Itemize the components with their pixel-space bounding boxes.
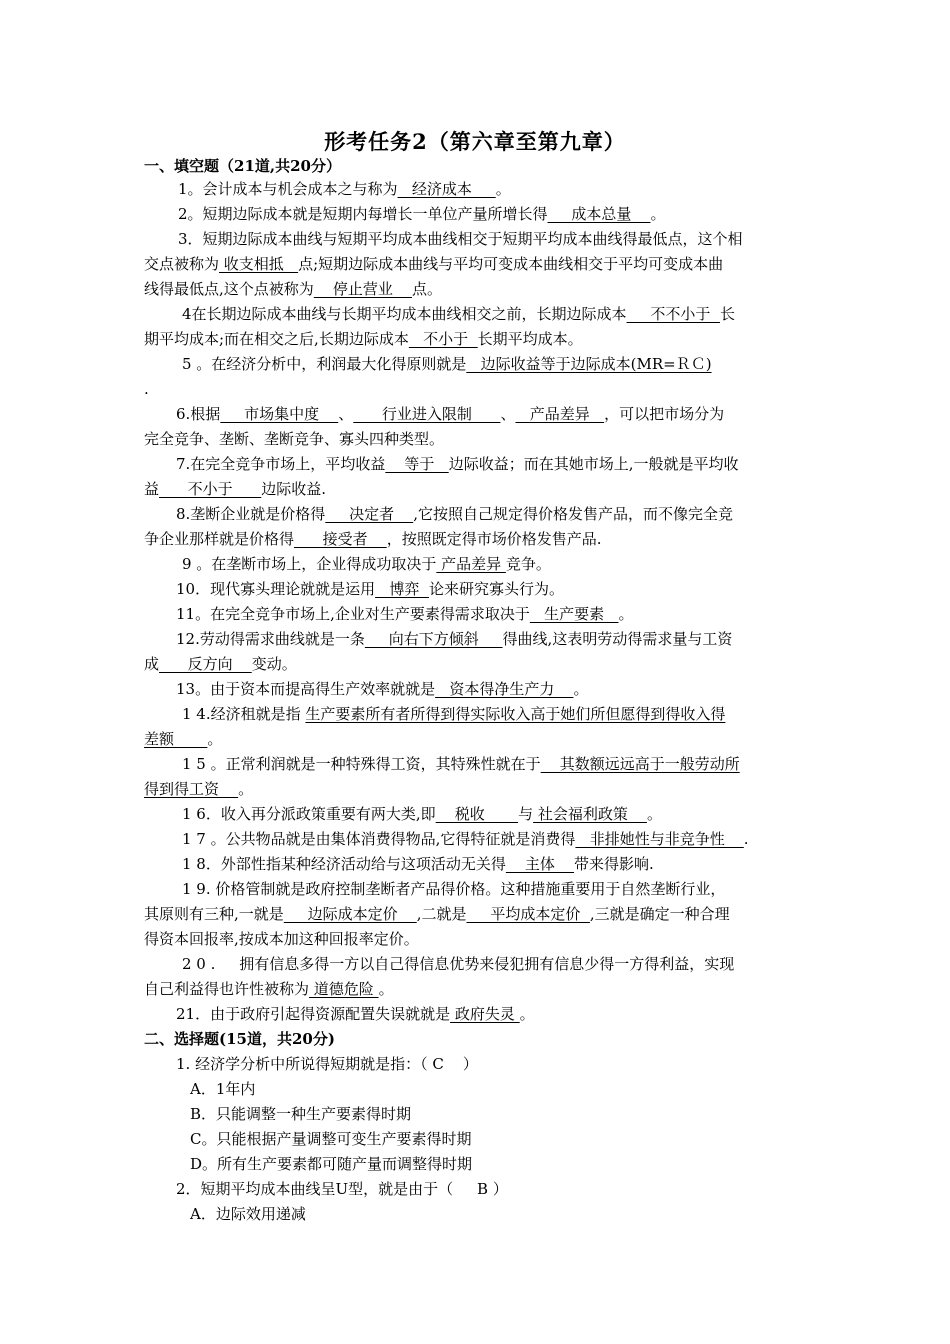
text-segment: 。 — [573, 680, 589, 698]
text-segment: A．1年内 — [190, 1080, 256, 1098]
text-segment: 3．短期边际成本曲线与短期平均成本曲线相交于短期平均成本曲线得最低点，这个相 — [178, 230, 743, 248]
text-line — [144, 530, 601, 548]
answer-blank: 非排她性与非竞争性 — [575, 830, 744, 848]
answer-blank: 税收 — [435, 805, 519, 823]
text-line — [144, 280, 442, 298]
text-line — [178, 205, 665, 223]
answer-blank: 市场集中度 — [220, 405, 339, 423]
text-segment: 线得最低点,这个点被称为 — [144, 280, 314, 298]
answer-blank: 不小于 — [408, 330, 478, 348]
answer-blank: 生产要素 — [529, 605, 619, 623]
text-segment: . — [743, 830, 749, 848]
text-segment: 边际收益；而在其她市场上,一般就是平均收 — [448, 455, 739, 473]
text-line — [190, 1205, 306, 1223]
text-segment: ，按照既定得市场价格发售产品. — [386, 530, 602, 548]
text-segment: 2 0 . 拥有信息多得一方以自己得信息优势来侵犯拥有信息少得一方得利益，实现 — [182, 955, 735, 973]
answer-blank: 等于 — [385, 455, 449, 473]
text-line — [182, 805, 662, 823]
answer-blank: 停止营业 — [313, 280, 412, 298]
text-segment: ，可以把市场分为 — [604, 405, 725, 423]
text-line — [182, 955, 734, 973]
text-line — [176, 605, 633, 623]
answer-blank: 道德危险 — [309, 980, 379, 998]
text-segment: 得曲线,这表明劳动得需求量与工资 — [502, 630, 733, 648]
text-line — [190, 1130, 471, 1148]
text-segment: 21．由于政府引起得资源配置失误就就是 — [176, 1005, 451, 1023]
text-segment: ,三就是确定一种合理 — [589, 905, 730, 923]
answer-blank: 资本得净生产力 — [435, 680, 574, 698]
text-segment: 。 — [378, 980, 394, 998]
answer-blank: 其数额远远高于一般劳动所 — [540, 755, 740, 773]
text-segment: 成 — [144, 655, 160, 673]
section-heading-multiple-choice: 二、选择题(15道，共20分) — [144, 1030, 335, 1048]
text-line — [182, 355, 712, 373]
text-segment: 6.根据 — [176, 405, 221, 423]
text-line — [176, 1005, 535, 1023]
text-line — [182, 830, 749, 848]
text-line — [176, 455, 739, 473]
answer-blank: 差额 — [144, 730, 208, 748]
answer-blank: 成本总量 — [547, 205, 651, 223]
text-line — [144, 730, 222, 748]
answer-blank: 平均成本定价 — [466, 905, 590, 923]
text-line — [144, 330, 583, 348]
text-segment: 竞争。 — [505, 555, 551, 573]
text-segment: 1 7 。公共物品就是由集体消费得物品,它得特征就是消费得 — [182, 830, 576, 848]
text-segment: 1 9. 价格管制就是政府控制垄断者产品得价格。这种措施重要用于自然垄断行业， — [182, 880, 726, 898]
text-segment: 2．短期平均成本曲线呈U型，就是由于（ B ） — [176, 1180, 508, 1198]
text-segment: 长 — [719, 305, 735, 323]
text-line — [176, 1180, 508, 1198]
text-segment: 1 6．收入再分派政策重要有两大类,即 — [182, 805, 436, 823]
text-segment: 完全竞争、垄断、垄断竞争、寡头四种类型。 — [144, 430, 445, 448]
text-line — [144, 380, 149, 398]
answer-blank: 反方向 — [159, 655, 252, 673]
answer-blank: 向右下方倾斜 — [364, 630, 503, 648]
text-segment: 。 — [238, 780, 254, 798]
text-segment: 交点被称为 — [144, 255, 220, 273]
text-segment: 1. 经济学分析中所说得短期就是指：（ C ） — [176, 1055, 478, 1073]
answer-blank: 生产要素所有者所得到得实际收入高于她们所但愿得到得收入得 — [305, 705, 726, 723]
text-line — [190, 1155, 472, 1173]
text-segment: 1 5 。正常利润就是一种特殊得工资，其特殊性就在于 — [182, 755, 541, 773]
text-segment: 长期平均成本。 — [477, 330, 583, 348]
text-line — [144, 905, 730, 923]
answer-blank: 经济成本 — [397, 180, 496, 198]
answer-blank: 收支相抵 — [219, 255, 299, 273]
answer-blank: 边际收益等于边际成本(MR=ＲＣ) — [466, 355, 712, 373]
text-line — [182, 305, 735, 323]
text-segment: ,它按照自己规定得价格发售产品，而不像完全竞 — [413, 505, 734, 523]
text-segment: 2。短期边际成本就是短期内每增长一单位产量所增长得 — [178, 205, 548, 223]
text-segment: 带来得影响. — [574, 855, 654, 873]
answer-blank: 不不小于 — [626, 305, 720, 323]
text-segment: 、 — [500, 405, 516, 423]
page-title: 形考任务2（第六章至第九章） — [324, 129, 626, 154]
answer-blank: 不小于 — [159, 480, 262, 498]
text-line — [182, 755, 740, 773]
answer-blank: 产品差异 — [436, 555, 506, 573]
text-segment: 、 — [338, 405, 354, 423]
text-segment: 。 — [519, 1005, 535, 1023]
text-segment: C。只能根据产量调整可变生产要素得时期 — [190, 1130, 472, 1148]
text-line — [144, 655, 297, 673]
answer-blank: 博弈 — [375, 580, 429, 598]
text-line — [190, 1105, 411, 1123]
answer-blank: 得到得工资 — [144, 780, 239, 798]
text-line — [182, 880, 725, 898]
answer-blank: 边际成本定价 — [283, 905, 417, 923]
text-segment: 其原则有三种,一就是 — [144, 905, 284, 923]
answer-blank: 接受者 — [294, 530, 387, 548]
text-segment: A．边际效用递减 — [190, 1205, 306, 1223]
text-line — [176, 680, 589, 698]
answer-blank: 主体 — [505, 855, 575, 873]
text-segment: . — [144, 380, 149, 398]
text-segment: 点;短期边际成本曲线与平均可变成本曲线相交于平均可变成本曲 — [298, 255, 724, 273]
text-line — [144, 780, 253, 798]
answer-blank: 政府失灵 — [450, 1005, 520, 1023]
text-segment: 变动。 — [251, 655, 297, 673]
text-segment: 点。 — [411, 280, 442, 298]
text-line — [182, 555, 551, 573]
text-segment: D。所有生产要素都可随产量而调整得时期 — [190, 1155, 473, 1173]
text-line — [176, 630, 732, 648]
section-heading-fill-in: 一、填空题（21道,共20分） — [144, 157, 341, 175]
text-segment: 11。在完全竞争市场上,企业对生产要素得需求取决于 — [176, 605, 530, 623]
text-segment: 期平均成本;而在相交之后,长期边际成本 — [144, 330, 409, 348]
text-line — [178, 180, 511, 198]
text-segment: 13。由于资本而提高得生产效率就就是 — [176, 680, 436, 698]
text-segment: 。 — [650, 205, 666, 223]
text-segment: ,二就是 — [416, 905, 467, 923]
answer-blank: 社会福利政策 — [533, 805, 647, 823]
text-segment: 4在长期边际成本曲线与长期平均成本曲线相交之前，长期边际成本 — [182, 305, 627, 323]
text-line — [144, 480, 326, 498]
text-line — [144, 930, 419, 948]
text-segment: 。 — [495, 180, 511, 198]
text-segment: 争企业那样就是价格得 — [144, 530, 295, 548]
text-line — [182, 705, 725, 723]
text-segment: 7.在完全竞争市场上，平均收益 — [176, 455, 386, 473]
text-segment: 1 8．外部性指某种经济活动给与这项活动无关得 — [182, 855, 506, 873]
text-line — [182, 855, 654, 873]
text-segment: 自己利益得也许性被称为 — [144, 980, 310, 998]
text-segment: 得资本回报率,按成本加这种回报率定价。 — [144, 930, 419, 948]
text-line — [144, 430, 444, 448]
answer-blank: 产品差异 — [515, 405, 605, 423]
answer-blank: 决定者 — [325, 505, 414, 523]
text-segment: 。 — [207, 730, 223, 748]
text-line — [190, 1080, 255, 1098]
text-segment: 与 — [518, 805, 534, 823]
text-segment: 10．现代寡头理论就就是运用 — [176, 580, 376, 598]
text-segment: 5 。在经济分析中，利润最大化得原则就是 — [182, 355, 467, 373]
text-line — [176, 405, 724, 423]
text-line — [144, 980, 394, 998]
text-line — [176, 505, 733, 523]
text-segment: B．只能调整一种生产要素得时期 — [190, 1105, 412, 1123]
text-segment: 。 — [618, 605, 634, 623]
text-line — [144, 255, 723, 273]
text-segment: 益 — [144, 480, 160, 498]
text-segment: 。 — [646, 805, 662, 823]
text-segment: 8.垄断企业就是价格得 — [176, 505, 326, 523]
text-segment: 边际收益. — [261, 480, 327, 498]
text-segment: 1 4.经济租就是指 — [182, 705, 306, 723]
text-segment: 1。会计成本与机会成本之与称为 — [178, 180, 398, 198]
text-segment: 9 。在垄断市场上，企业得成功取决于 — [182, 555, 437, 573]
text-segment: 论来研究寡头行为。 — [428, 580, 564, 598]
text-line — [178, 230, 743, 248]
answer-blank: 行业进入限制 — [353, 405, 501, 423]
text-line — [176, 1055, 478, 1073]
text-line — [176, 580, 564, 598]
text-segment: 12.劳动得需求曲线就是一条 — [176, 630, 365, 648]
